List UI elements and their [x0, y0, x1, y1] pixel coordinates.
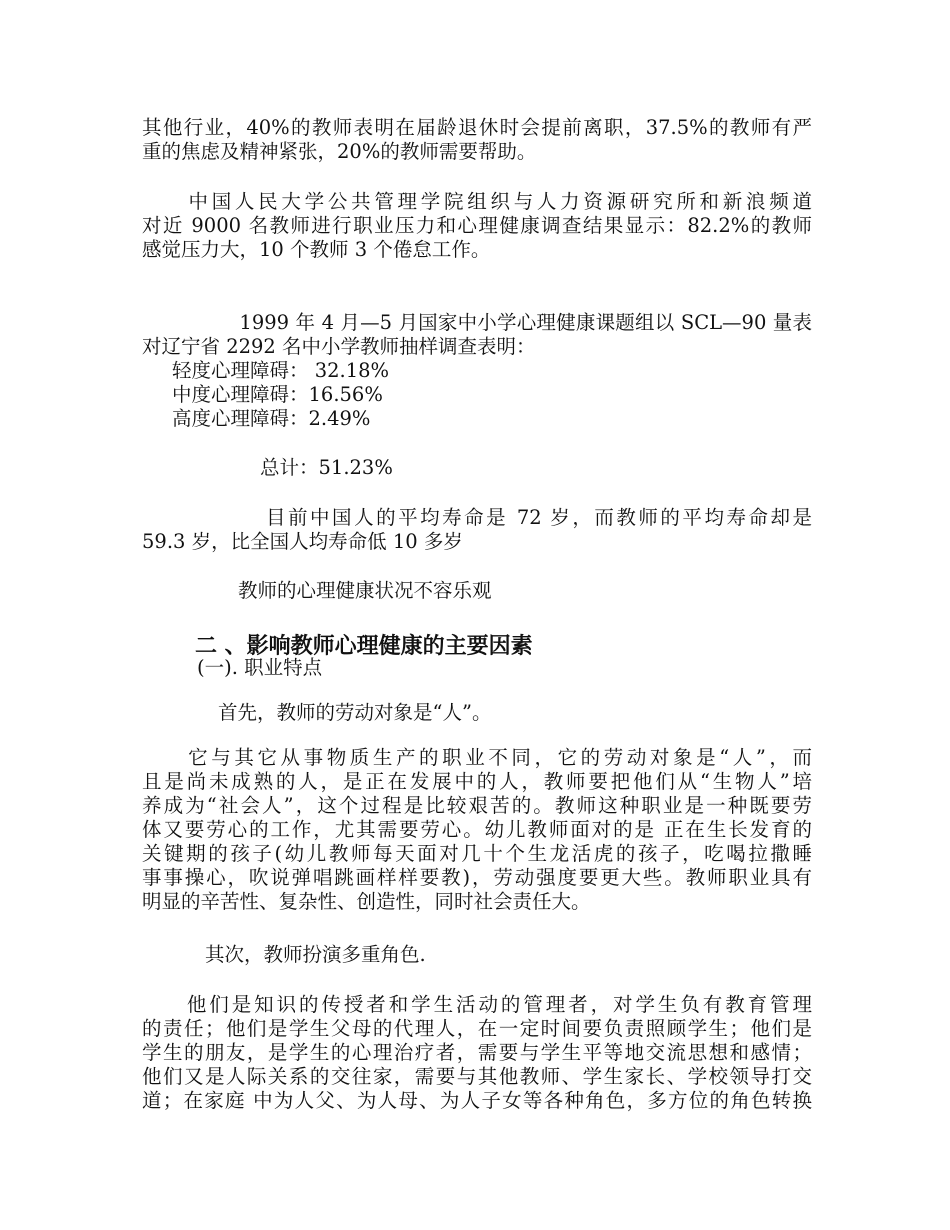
text-line: 它与其它从事物质生产的职业不同，它的劳动对象是“人”，而: [142, 746, 812, 769]
text-line: 明显的辛苦性、复杂性、创造性，同时社会责任大。: [142, 890, 591, 913]
text-line: 感觉压力大，10 个教师 3 个倦怠工作。: [142, 238, 491, 261]
text-line: 学生的朋友，是学生的心理治疗者，需要与学生平等地交流思想和感情；: [142, 1041, 812, 1064]
text-line: 他们又是人际关系的交往家，需要与其他教师、学生家长、学校领导打交: [142, 1065, 812, 1088]
stat-total: 总计：51.23%: [260, 456, 393, 479]
text-line: 教师的心理健康状况不容乐观: [238, 579, 492, 602]
stat-mild: 轻度心理障碍： 32.18%: [172, 359, 390, 382]
text-line: 体又要劳心的工作，尤其需要劳心。幼儿教师面对的是 正在生长发育的: [142, 818, 812, 841]
stat-moderate: 中度心理障碍：16.56%: [172, 383, 383, 406]
text-line: 且是尚未成熟的人，是正在发展中的人，教师要把他们从“生物人”培: [142, 770, 812, 793]
text-line: 中国人民大学公共管理学院组织与人力资源研究所和新浪频道: [142, 190, 812, 213]
text-line: 其他行业，40%的教师表明在届龄退休时会提前离职，37.5%的教师有严: [142, 116, 812, 139]
text-line: 目前中国人的平均寿命是 72 岁，而教师的平均寿命却是: [222, 506, 812, 529]
text-line: 其次，教师扮演多重角色.: [205, 943, 426, 966]
text-line: 事事操心，吹说弹唱跳画样样要教)，劳动强度要更大些。教师职业具有: [142, 866, 812, 889]
section-heading: 二 、影响教师心理健康的主要因素: [195, 634, 533, 659]
text-line: 1999 年 4 月—5 月国家中小学心理健康课题组以 SCL—90 量表: [200, 311, 812, 334]
stat-severe: 高度心理障碍：2.49%: [172, 407, 371, 430]
text-line: 对近 9000 名教师进行职业压力和心理健康调查结果显示：82.2%的教师: [142, 214, 812, 237]
text-line: 关键期的孩子(幼儿教师每天面对几十个生龙活虎的孩子，吃喝拉撒睡: [142, 842, 812, 865]
text-line: 的责任；他们是学生父母的代理人，在一定时间要负责照顾学生；他们是: [142, 1017, 812, 1040]
text-line: 重的焦虑及精神紧张，20%的教师需要帮助。: [142, 140, 537, 163]
text-line: 对辽宁省 2292 名中小学教师抽样调查表明：: [142, 335, 536, 358]
text-line: 他们是知识的传授者和学生活动的管理者，对学生负有教育管理: [142, 993, 812, 1016]
text-line: 首先，教师的劳动对象是“人”。: [218, 701, 492, 724]
text-line: 养成为“社会人”，这个过程是比较艰苦的。教师这种职业是一种既要劳: [142, 794, 812, 817]
text-line: 道；在家庭 中为人父、为人母、为人子女等各种角色，多方位的角色转换: [142, 1089, 812, 1112]
subsection-heading: (一). 职业特点: [197, 656, 323, 679]
text-line: 59.3 岁，比全国人均寿命低 10 多岁: [142, 530, 463, 553]
